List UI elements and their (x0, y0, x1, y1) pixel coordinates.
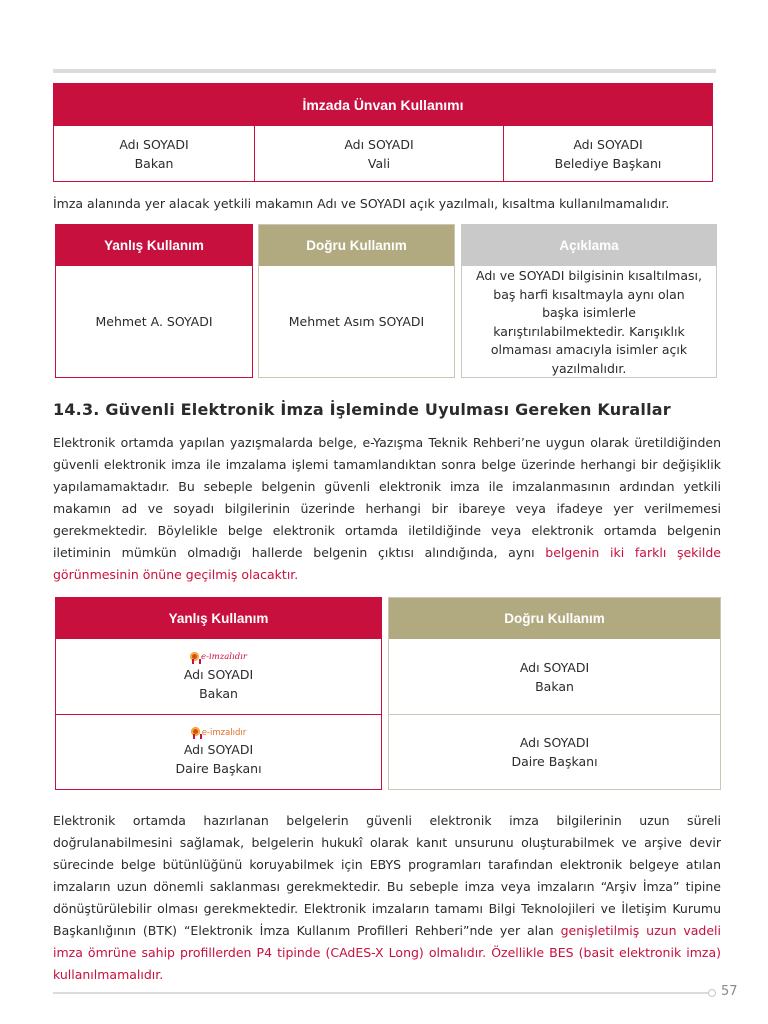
body-paragraph (53, 432, 721, 586)
cell-title: Bakan (535, 678, 574, 694)
description-column (461, 224, 717, 378)
table-cell (254, 126, 503, 181)
cell-title: Belediye Başkanı (554, 155, 662, 171)
wrong-usage-header: Yanlış Kullanım (56, 598, 381, 639)
top-divider (53, 69, 716, 73)
wrong-usage-column (55, 597, 382, 790)
wrong-usage-column (55, 224, 253, 378)
cell-name: Adı SOYADI (519, 735, 590, 750)
correct-usage-header: Doğru Kullanım (259, 225, 454, 266)
bottom-divider (53, 992, 710, 994)
stamp-label: e-imzalıdır (201, 727, 247, 738)
description-header: Açıklama (462, 225, 716, 266)
seal-icon (191, 727, 200, 739)
stamp-label: e-imzalıdır (201, 652, 247, 662)
cell-name: Adı SOYADI (119, 136, 189, 152)
page-marker-icon (708, 989, 716, 997)
table-cell (389, 714, 720, 789)
wrong-usage-header: Yanlış Kullanım (56, 225, 252, 266)
table-cell (503, 126, 712, 181)
correct-usage-column (388, 597, 721, 790)
title-usage-table (53, 83, 713, 182)
table-cell (56, 714, 381, 789)
table-cell (389, 639, 720, 714)
paragraph-highlight: belgenin iki farklı şekilde görünmesinin önüne geçilmiş olacaktır. (53, 545, 721, 582)
cell-title: Vali (367, 155, 391, 171)
cell-title: Bakan (134, 155, 174, 171)
seal-icon (190, 652, 199, 664)
cell-name: Adı SOYADI (344, 136, 414, 152)
section-title: 14.3. Güvenli Elektronik İmza İşleminde Uyulması Gereken Kurallar (53, 400, 671, 419)
page-number: 57 (721, 984, 738, 999)
cell-name: Adı SOYADI (183, 742, 254, 757)
cell-title: Bakan (199, 685, 238, 701)
paragraph-text: Elektronik ortamda hazırlanan belgelerin güvenli elektronik imza bilgilerinin uzun süreli doğrulanabilmesini sağlamak, belgelerin hukukî olarak kanıt unsurunu oluşturabilmek ve arşive devir sürecinde belge bütünlüğünü koruyabilmek için EBYS programları tarafından elektronik belgeye atılan imzaların uzun dönemli saklanması gerekmektedir. Bu sebeple imza veya imzaların “Arşiv İmza” tipine dönüştürülebilir olması gerekmektedir. Elektronik imzaların tamamı Bilgi Teknolojileri ve İletişim Kurumu Başkanlığının (BTK) “Elektronik İmza Kullanım Profilleri Rehberi”nde yer alan (53, 813, 721, 938)
name-note: İmza alanında yer alacak yetkili makamın Adı ve SOYADI açık yazılmalı, kısaltma kullanılmamalıdır. (53, 196, 670, 211)
table-cell (54, 126, 254, 181)
wrong-usage-value: Mehmet A. SOYADI (95, 314, 213, 330)
abbreviation-table (55, 224, 717, 378)
cell-title: Daire Başkanı (511, 754, 598, 769)
table-header: İmzada Ünvan Kullanımı (54, 84, 712, 125)
cell-name: Adı SOYADI (573, 136, 643, 152)
e-signature-stamp (191, 726, 247, 740)
signature-display-table (55, 597, 721, 790)
cell-name: Adı SOYADI (183, 666, 254, 682)
cell-name: Adı SOYADI (519, 659, 590, 675)
correct-usage-column (258, 224, 455, 378)
description-value: Adı ve SOYADI bilgisinin kısaltılması, baş harfi kısaltmayla aynı olan başka isimlerle karıştırılabilmektedir. Karışıklık olmaması amacıyla isimler açık yazılmalıdır. (476, 268, 702, 376)
body-paragraph (53, 810, 721, 986)
correct-usage-value: Mehmet Asım SOYADI (288, 314, 425, 330)
paragraph-text: Elektronik ortamda yapılan yazışmalarda belge, e-Yazışma Teknik Rehberi’ne uygun olarak üretildiğinden güvenli elektronik imza ile imzalama işlemi tamamlandıktan sonra belge üzerinde herhangi bir değişiklik yapılamamaktadır. Bu sebeple belgenin güvenli elektronik imza ile imzalanmasının ardından yetkili makamın ad ve soyadı bilgilerinin üzerinde herhangi bir ibareye veya ifadeye yer verilmemesi gerekmektedir. Böylelikle belge elektronik ortamda iletildiğinde veya elektronik ortamda belgenin iletiminin mümkün olmadığı hallerde belgenin çıktısı alındığında, aynı (53, 435, 721, 560)
cell-title: Daire Başkanı (175, 761, 262, 776)
correct-usage-header: Doğru Kullanım (389, 598, 720, 639)
paragraph-highlight: genişletilmiş uzun vadeli imza ömrüne sahip profillerden P4 tipinde (CAdES-X Long) olmalıdır. Özellikle BES (basit elektronik imza) kullanılmamalıdır. (53, 923, 721, 982)
table-row (54, 125, 712, 181)
table-cell (56, 639, 381, 714)
e-signature-stamp (190, 651, 247, 665)
